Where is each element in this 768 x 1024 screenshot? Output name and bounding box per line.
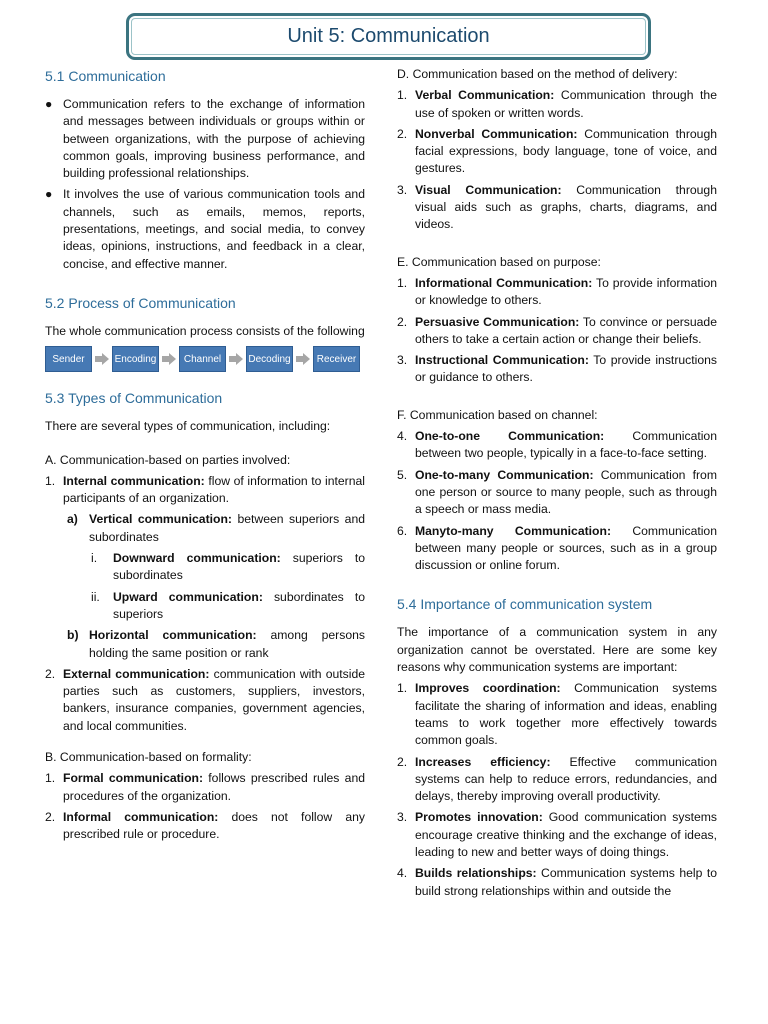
list-item: b) Horizontal communication: among persons holding the same position or rank <box>67 628 365 660</box>
list-item: 4. Builds relationships: Communication systems help to build strong relationships within and outside the <box>397 866 717 898</box>
list-item: 3. Promotes innovation: Good communication systems encourage creative thinking and the exchange of ideas, leading to new and better ways of doing things. <box>397 810 717 859</box>
list-item: ii. Upward communication: subordinates to superiors <box>91 589 365 621</box>
subsection-a-title: A. Communication-based on parties involved: <box>45 452 291 467</box>
arrow-right-icon <box>296 352 310 366</box>
title-box <box>126 13 651 60</box>
subsection-e-title: E. Communication based on purpose: <box>397 254 601 269</box>
page-title: Unit 5: Communication <box>287 25 490 47</box>
section-5-2-heading: 5.2 Process of Communication <box>45 294 236 311</box>
list-item: a) Vertical communication: between superiors and subordinates <box>67 512 365 544</box>
subsection-d-list <box>397 87 717 233</box>
subsection-e-list <box>397 275 717 387</box>
list-item: 1. Informational Communication: To provide information or knowledge to others. <box>397 275 718 308</box>
subsection-a-list <box>45 473 365 508</box>
list-item: 2. Increases efficiency: Effective communication systems can help to reduce errors, redundancies, and delays, thereby improving overall productivity. <box>397 754 717 804</box>
section-5-2-intro: The whole communication process consists of the following <box>45 323 365 338</box>
process-flow-diagram <box>45 346 365 372</box>
subsection-d-title: D. Communication based on the method of delivery: <box>397 67 678 81</box>
arrow-right-icon <box>162 352 176 366</box>
subsection-b-list <box>45 770 365 843</box>
subsection-a-sublist <box>45 627 365 662</box>
list-item: 3. Visual Communication: Communication through visual aids such as graphs, charts, diagrams, and videos. <box>397 182 717 232</box>
list-item: 1. Improves coordination: Communication systems facilitate the sharing of information and ideas, enabling teams to work together more effectively towards common goals. <box>397 681 717 748</box>
list-item: 3. Instructional Communication: To provide instructions or guidance to others. <box>397 353 717 385</box>
flow-step-receiver: Receiver <box>313 346 360 372</box>
section-5-4-intro: The importance of a communication system in any organization cannot be overstated. Here are some key reasons why communication systems are important: <box>397 625 717 675</box>
section-5-1-heading: 5.1 Communication <box>45 68 166 84</box>
arrow-right-icon <box>95 352 109 366</box>
list-item: 4. One-to-one Communication: Communication between two people, typically in a face-to-face setting. <box>397 429 717 461</box>
subsection-a-subsublist <box>45 550 365 623</box>
list-item: i. Downward communication: superiors to subordinates <box>91 551 366 583</box>
list-item: 2. Informal communication: does not follow any prescribed rule or procedure. <box>45 809 365 842</box>
subsection-f-title: F. Communication based on channel: <box>397 407 598 422</box>
list-item: 1. Internal communication: flow of information to internal participants of an organization. <box>45 473 365 506</box>
section-5-4-list <box>397 680 717 900</box>
list-item: ● It involves the use of various communication tools and channels, such as emails, memos, reports, presentations, meetings, and social media, to convey ideas, opinions, instructions, and feedback in a clear, concise, and effective manner. <box>45 187 365 271</box>
flow-step-channel: Channel <box>179 346 226 372</box>
flow-step-decoding: Decoding <box>246 346 293 372</box>
list-item: 2. External communication: communication with outside parties such as customers, suppliers, investors, bankers, insurance companies, government agencies, and local communities. <box>45 666 366 733</box>
subsection-b-title: B. Communication-based on formality: <box>45 750 252 765</box>
bullet-icon: ● <box>45 97 53 111</box>
right-column <box>397 66 717 904</box>
section-5-1-list <box>45 96 365 273</box>
list-item: 1. Formal communication: follows prescribed rules and procedures of the organization. <box>45 771 366 803</box>
list-item: 2. Nonverbal Communication: Communication through facial expressions, body language, tone of voice, and gestures. <box>397 126 717 176</box>
list-item: 6. Manyto-many Communication: Communication between many people or sources, such as in a group discussion or online forum. <box>397 523 717 573</box>
bullet-icon: ● <box>45 187 53 202</box>
list-item: 2. Persuasive Communication: To convince or persuade others to take a certain action or change their beliefs. <box>397 314 717 346</box>
flow-step-sender: Sender <box>45 346 92 372</box>
left-column <box>45 66 365 848</box>
section-5-4-heading: 5.4 Importance of communication system <box>397 596 653 613</box>
section-5-3-intro: There are several types of communication, including: <box>45 419 331 434</box>
arrow-right-icon <box>229 352 243 366</box>
list-item: ● Communication refers to the exchange of information and messages between individuals or groups within or between organizations, with the purpose of achieving common goals, improving business performance, and building professional relationships. <box>45 97 365 181</box>
section-5-3-heading: 5.3 Types of Communication <box>45 390 223 407</box>
subsection-a-list <box>45 666 365 735</box>
list-item: 1. Verbal Communication: Communication through the use of spoken or written words. <box>397 88 717 120</box>
flow-step-encoding: Encoding <box>112 346 159 372</box>
list-item: 5. One-to-many Communication: Communication from one person or source to many people, such as through a speech or mass media. <box>397 467 717 517</box>
subsection-a-sublist <box>45 511 365 546</box>
subsection-f-list <box>397 428 717 574</box>
